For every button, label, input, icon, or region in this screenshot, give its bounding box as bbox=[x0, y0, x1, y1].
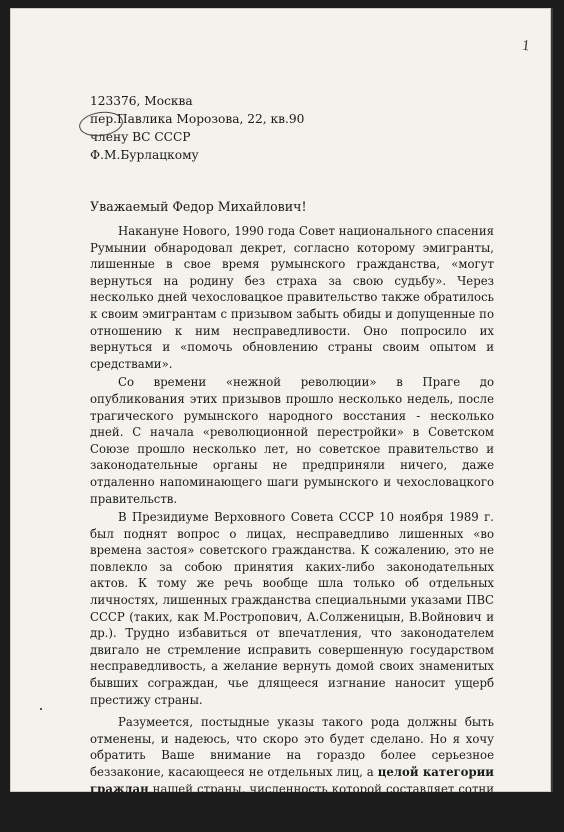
paragraph-4-emphasis: целой категории граждан bbox=[90, 765, 494, 796]
margin-dot bbox=[40, 708, 42, 710]
address-line-street: пер.Павлика Морозова, 22, кв.90 bbox=[90, 112, 305, 126]
paragraph-2: Со времени «нежной революции» в Праге до опубликования этих призывов прошло несколько недель, после трагического румынского народного восстания - несколько дней. С начала «революционной перестройки» в Советском Союзе прошло несколько лет, но советское правительство и законодательные органы не предприняли ничего, даже отдаленно напоминающего шаги румынского и чехословацкого правительств. bbox=[90, 375, 494, 506]
paragraph-4-start: Разумеется, постыдные указы такого рода должны быть отменены, и надеюсь, что скоро это будет сделано. Но я хочу обратить Ваше внимание на гораздо более серьезное беззаконие, касающееся не отдельных лиц, а bbox=[90, 715, 494, 779]
paragraph-4-end: нашей страны, численность которой составляет сотни тысяч человек (по разным оценкам - от 200 до 400 тысяч, точные цифры пока не обнародованы). bbox=[90, 781, 494, 829]
paragraph-3: В Президиуме Верховного Совета СССР 10 ноября 1989 г. был поднят вопрос о лицах, несправедливо лишенных «во времена застоя» советского гражданства. К сожалению, это не повлекло за собою принятия каких-либо законодательных актов. К тому же речь вообще шла только об отдельных личностях, лишенных гражданства специальными указами ПВС СССР (таких, как М.Ростропович, А.Солженицын, В.Войнович и др.). Трудно избавиться от впечатления, что законодателем двигало не стремление исправить совершенную государством несправедливость, а желание вернуть домой своих знаменитых бывших сограждан, чье длящееся изгнание наносит ущерб престижу страны. bbox=[90, 510, 494, 707]
paragraph-4 bbox=[90, 714, 494, 830]
salutation: Уважаемый Федор Михайлович! bbox=[90, 199, 307, 214]
address-line-recipient-title: члену ВС СССР bbox=[90, 130, 191, 144]
letter-body bbox=[90, 223, 494, 832]
document-page bbox=[10, 8, 551, 829]
address-line-postal: 123376, Москва bbox=[90, 94, 193, 108]
address-line-recipient-name: Ф.М.Бурлацкому bbox=[90, 148, 199, 162]
address-block bbox=[90, 92, 304, 164]
paragraph-1: Накануне Нового, 1990 года Совет национального спасения Румынии обнародовал декрет, согласно которому эмигранты, лишенные в свое время румынского гражданства, «могут вернуться на родину без страха за свою судьбу». Через несколько дней чехословацкое правительство также обратилось к своим эмигрантам с призывом забыть обиды и допущенные по отношению к ним несправедливости. Оно попросило их вернуться и «помочь обновлению страны своим опытом и средствами». bbox=[90, 224, 494, 371]
page-number: 1 bbox=[521, 37, 531, 55]
